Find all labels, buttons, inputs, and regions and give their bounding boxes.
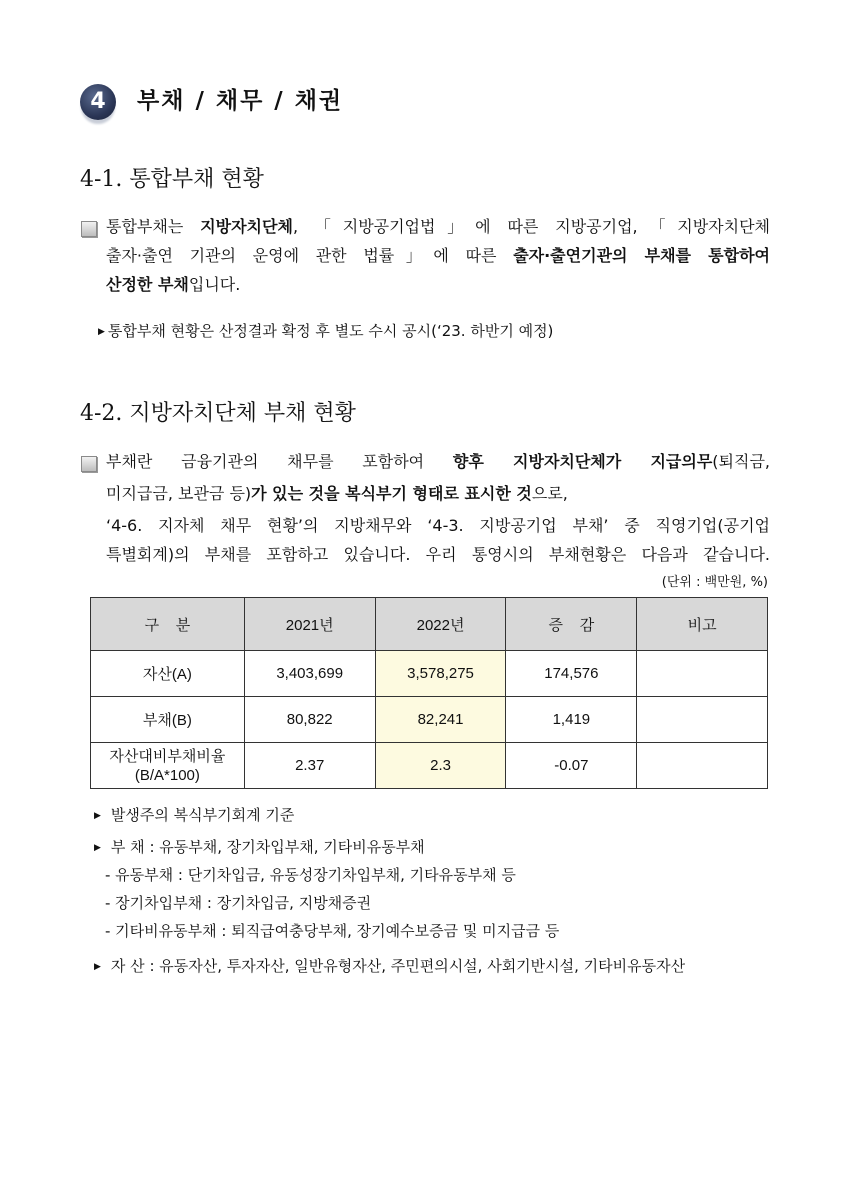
triangle-bullet-icon: ▶	[98, 327, 105, 337]
list-item: - 유동부채 : 단기차입금, 유동성장기차입부채, 기타유동부채 등	[105, 866, 516, 884]
table-cell: 부채(B)	[91, 697, 245, 743]
table-cell: 2.3	[375, 743, 506, 789]
table-header: 구 분	[91, 598, 245, 651]
subsection-title-4-1: 4-1. 통합부채 현황	[80, 167, 264, 192]
paragraph-line: 산정한 부채입니다.	[106, 275, 241, 294]
list-item: ▶ 발생주의 복식부기회계 기준	[94, 806, 295, 824]
unit-label: (단위 : 백만원, %)	[661, 575, 768, 590]
paragraph-line: 특별회계)의 부채를 포함하고 있습니다. 우리 통영시의 부채현황은 다음과 같습니다.	[106, 545, 770, 564]
note-line: ▶ 통합부채 현황은 산정결과 확정 후 별도 수시 공시(‘23. 하반기 예정)	[98, 322, 554, 340]
table-cell	[637, 697, 768, 743]
table-cell: 174,576	[506, 651, 637, 697]
table-row	[91, 697, 768, 743]
table-header: 2022년	[375, 598, 506, 651]
table-header: 증 감	[506, 598, 637, 651]
paragraph-line: ‘4-6. 지자체 채무 현황’의 지방채무와 ‘4-3. 지방공기업 부채’ 중 직영기업(공기업	[106, 516, 770, 535]
square-bullet-icon	[81, 221, 97, 237]
paragraph-line: 출자·출연 기관의 운영에 관한 법률」에 따른 출자·출연기관의 부채를 통합하여	[106, 246, 770, 265]
table-cell: 82,241	[375, 697, 506, 743]
list-item: - 기타비유동부채 : 퇴직급여충당부채, 장기예수보증금 및 미지급금 등	[105, 922, 560, 940]
table-header: 2021년	[244, 598, 375, 651]
table-cell: 80,822	[244, 697, 375, 743]
list-item: ▶ 부 채 : 유동부채, 장기차입부채, 기타비유동부채	[94, 838, 425, 856]
table-cell: 2.37	[244, 743, 375, 789]
section-number-badge: 4	[80, 84, 116, 120]
section-title: 부채 / 채무 / 채권	[137, 88, 344, 114]
table-cell: -0.07	[506, 743, 637, 789]
subsection-title-4-2: 4-2. 지방자치단체 부채 현황	[80, 401, 356, 426]
triangle-bullet-icon: ▶	[94, 962, 101, 972]
table-header: 비고	[637, 598, 768, 651]
debt-table	[90, 597, 768, 789]
list-item: ▶ 자 산 : 유동자산, 투자자산, 일반유형자산, 주민편의시설, 사회기반시설, 기타비유동자산	[94, 957, 686, 975]
paragraph-line: 통합부채는 지방자치단체, 「지방공기업법」에 따른 지방공기업,「지방자치단체	[106, 217, 770, 236]
square-bullet-icon	[81, 456, 97, 472]
table-cell: 1,419	[506, 697, 637, 743]
table-row	[91, 743, 768, 789]
table-cell	[637, 743, 768, 789]
paragraph-line: 부채란 금융기관의 채무를 포함하여 향후 지방자치단체가 지급의무(퇴직금,	[106, 452, 770, 471]
table-header-row	[91, 598, 768, 651]
triangle-bullet-icon: ▶	[94, 843, 101, 853]
table-cell: 자산대비부채비율 (B/A*100)	[91, 743, 245, 789]
table-cell: 자산(A)	[91, 651, 245, 697]
table-cell	[637, 651, 768, 697]
table-cell: 3,578,275	[375, 651, 506, 697]
list-item: - 장기차입부채 : 장기차입금, 지방채증권	[105, 894, 372, 912]
table-row	[91, 651, 768, 697]
triangle-bullet-icon: ▶	[94, 811, 101, 821]
paragraph-line: 미지급금, 보관금 등)가 있는 것을 복식부기 형태로 표시한 것으로,	[106, 484, 568, 503]
table-cell: 3,403,699	[244, 651, 375, 697]
